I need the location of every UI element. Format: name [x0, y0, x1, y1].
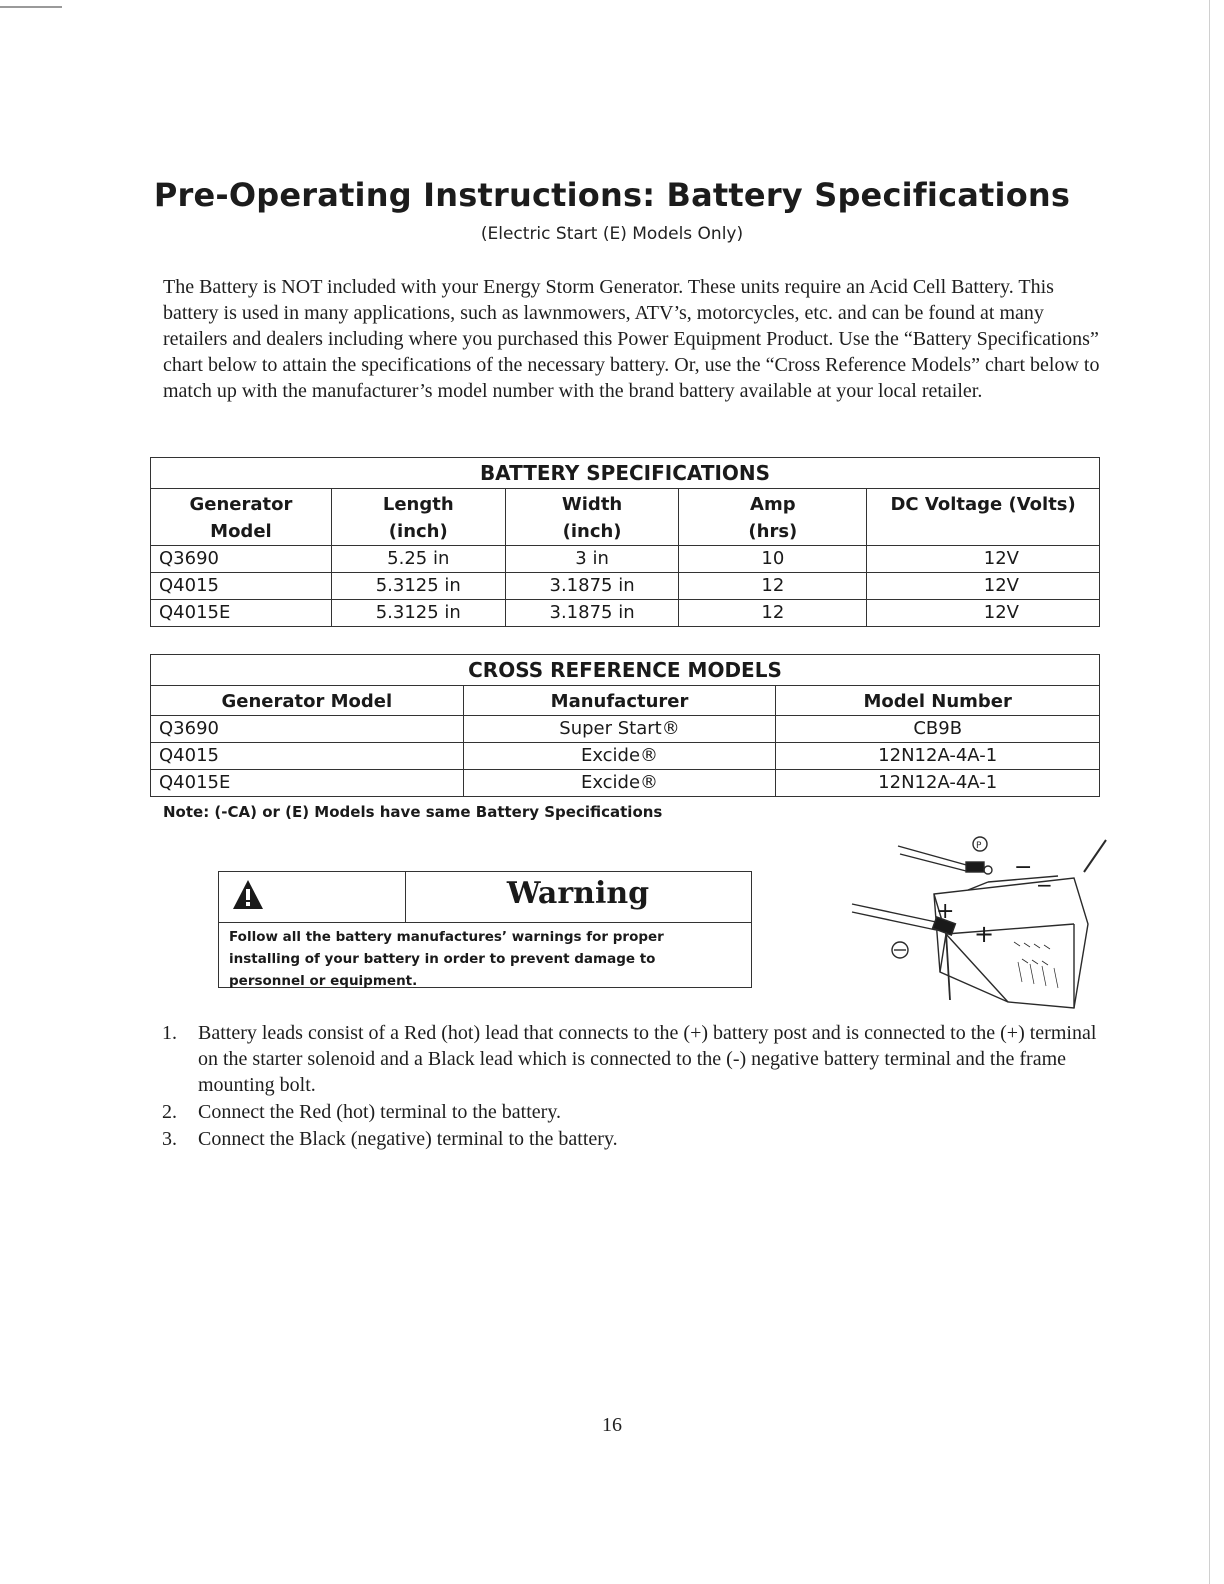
table-cell: Super Start®: [463, 716, 776, 743]
table-note: Note: (-CA) or (E) Models have same Battery Specifications: [163, 803, 663, 821]
header-width: Width (inch): [505, 489, 679, 546]
table-cell: Q4015E: [151, 600, 332, 627]
header-model-number: Model Number: [776, 686, 1100, 716]
table-cell: 12: [679, 573, 867, 600]
intro-paragraph: The Battery is NOT included with your Energy Storm Generator. These units require an Acid Cell Battery. This battery is used in many applications, such as lawnmowers, ATV’s, motorcycles, etc. and can be found at many retailers and dealers including where you purchased this Power Equipment Product. Use the “Battery Specifications” chart below to attain the specifications of the necessary battery. Or, use the “Cross Reference Models” chart below to match up with the manufacturer’s model number with the brand battery available at your local retailer.: [163, 276, 1100, 402]
warning-box: [218, 871, 752, 988]
table-cell: CB9B: [776, 716, 1100, 743]
table-cell: 3.1875 in: [505, 573, 679, 600]
scan-artifact-line: [0, 6, 62, 8]
warning-icon-cell: [219, 872, 406, 922]
table-row: [151, 743, 1100, 770]
minus-label-secondary: −: [1036, 873, 1053, 897]
minus-label: −: [1014, 855, 1033, 880]
battery-specifications-table: [150, 457, 1100, 627]
table-row: [151, 573, 1100, 600]
table-cell: Excide®: [463, 743, 776, 770]
table-header-row: [151, 686, 1100, 716]
plus-label: +: [936, 899, 955, 924]
negative-cable-icon: [898, 837, 1106, 874]
table-cell: 3.1875 in: [505, 600, 679, 627]
table-header-row: [151, 489, 1100, 546]
table-cell: Q4015E: [151, 770, 464, 797]
table-row: [151, 716, 1100, 743]
table-cell: 5.3125 in: [331, 573, 505, 600]
header-dc-voltage: DC Voltage (Volts): [867, 489, 1100, 546]
warning-title-cell: [405, 872, 751, 922]
plus-label-secondary: +: [974, 920, 995, 948]
instruction-steps: [160, 1020, 1110, 1153]
table-cell: 12N12A-4A-1: [776, 770, 1100, 797]
page-subtitle: (Electric Start (E) Models Only): [480, 224, 744, 244]
page-number: 16: [602, 1414, 622, 1436]
table-cell: 5.3125 in: [331, 600, 505, 627]
warning-triangle-icon: [231, 878, 265, 912]
table-cell: Q4015: [151, 743, 464, 770]
header-length: Length (inch): [331, 489, 505, 546]
warning-divider: [219, 922, 751, 923]
header-manufacturer: Manufacturer: [463, 686, 776, 716]
table-cell: Q3690: [151, 716, 464, 743]
svg-text:P: P: [976, 841, 982, 851]
table-caption: CROSS REFERENCE MODELS: [151, 655, 1100, 686]
table-cell: 3 in: [505, 546, 679, 573]
table-row: [151, 600, 1100, 627]
list-item: 3. Connect the Black (negative) terminal to the battery.: [162, 1128, 618, 1150]
table-cell: Q4015: [151, 573, 332, 600]
table-cell: 12V: [867, 600, 1100, 627]
table-cell: 5.25 in: [331, 546, 505, 573]
header-generator-model: Generator Model: [151, 686, 464, 716]
table-caption: BATTERY SPECIFICATIONS: [151, 458, 1100, 489]
list-item: 2. Connect the Red (hot) terminal to the battery.: [162, 1101, 562, 1123]
battery-terminal-illustration: [838, 832, 1108, 1012]
table-row: [151, 546, 1100, 573]
table-cell: 12V: [867, 573, 1100, 600]
table-cell: 10: [679, 546, 867, 573]
warning-title: Warning: [506, 876, 650, 911]
page-title: Pre-Operating Instructions: Battery Specifications: [153, 176, 1071, 214]
table-cell: Q3690: [151, 546, 332, 573]
table-cell: 12N12A-4A-1: [776, 743, 1100, 770]
warning-text: Follow all the battery manufactures’ warnings for proper installing of your battery in order to prevent damage to personnel or equipment.: [229, 929, 664, 989]
header-amp: Amp (hrs): [679, 489, 867, 546]
cross-reference-table: [150, 654, 1100, 797]
battery-body-icon: [934, 876, 1088, 1008]
list-item: 1. Battery leads consist of a Red (hot) lead that connects to the (+) battery post and is connected to the (+) terminal on the starter solenoid and a Black lead which is connected to the (-) negative battery terminal and the frame mounting bolt.: [162, 1022, 1097, 1096]
table-row: [151, 770, 1100, 797]
table-cell: 12: [679, 600, 867, 627]
table-cell: Excide®: [463, 770, 776, 797]
header-generator-model: Generator Model: [151, 489, 332, 546]
table-cell: 12V: [867, 546, 1100, 573]
